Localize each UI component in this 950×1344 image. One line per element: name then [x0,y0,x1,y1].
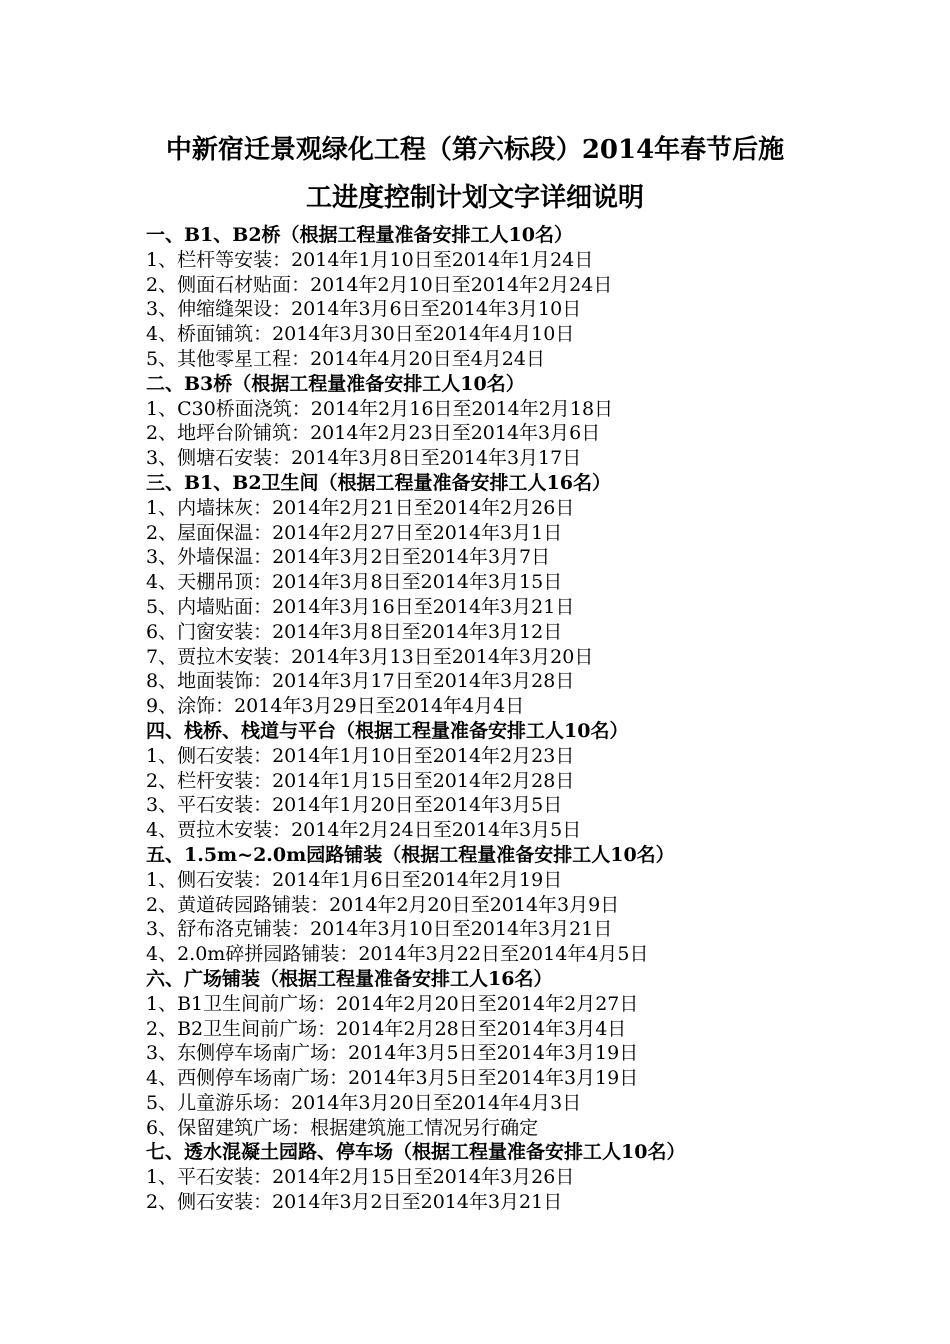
schedule-item: 3、平石安装：2014年1月20日至2014年3月5日 [146,794,563,817]
schedule-item: 9、涂饰：2014年3月29日至2014年4月4日 [146,695,525,718]
schedule-item: 1、B1卫生间前广场：2014年2月20日至2014年2月27日 [146,992,639,1015]
schedule-item: 1、侧石安装：2014年1月6日至2014年2月19日 [146,868,563,891]
document-title-line-1: 中新宿迁景观绿化工程（第六标段）2014年春节后施 [165,135,785,165]
schedule-item: 5、其他零星工程：2014年4月20日至4月24日 [146,347,545,370]
schedule-item: 1、内墙抹灰：2014年2月21日至2014年2月26日 [146,496,575,519]
document-title-line-2: 工进度控制计划文字详细说明 [305,183,644,213]
section-heading: 五、1.5m~2.0m园路铺装（根据工程量准备安排工人10名） [146,843,675,866]
schedule-item: 7、贾拉木安装：2014年3月13日至2014年3月20日 [146,645,594,668]
section-heading: 一、B1、B2桥（根据工程量准备安排工人10名） [146,224,574,246]
schedule-item: 2、侧石安装：2014年3月2日至2014年3月21日 [146,1191,563,1214]
schedule-item: 1、平石安装：2014年2月15日至2014年3月26日 [146,1166,575,1189]
schedule-item: 2、侧面石材贴面：2014年2月10日至2014年2月24日 [146,273,613,296]
schedule-item: 4、西侧停车场南广场：2014年3月5日至2014年3月19日 [146,1067,639,1090]
schedule-item: 8、地面装饰：2014年3月17日至2014年3月28日 [146,670,575,693]
section-heading: 六、广场铺装（根据工程量准备安排工人16名） [146,967,553,990]
section-heading: 三、B1、B2卫生间（根据工程量准备安排工人16名） [146,471,612,494]
schedule-item: 1、栏杆等安装：2014年1月10日至2014年1月24日 [146,248,594,271]
section-heading: 四、栈桥、栈道与平台（根据工程量准备安排工人10名） [146,719,629,742]
schedule-item: 3、外墙保温：2014年3月2日至2014年3月7日 [146,546,551,569]
schedule-item: 1、C30桥面浇筑：2014年2月16日至2014年2月18日 [146,397,614,420]
schedule-item: 6、门窗安装：2014年3月8日至2014年3月12日 [146,620,563,643]
schedule-item: 6、保留建筑广场：根据建筑施工情况另行确定 [146,1116,539,1139]
schedule-item: 4、天棚吊顶：2014年3月8日至2014年3月15日 [146,571,563,594]
schedule-item: 4、桥面铺筑：2014年3月30日至2014年4月10日 [146,323,575,346]
schedule-item: 3、侧塘石安装：2014年3月8日至2014年3月17日 [146,447,582,470]
schedule-item: 3、舒布洛克铺装：2014年3月10日至2014年3月21日 [146,918,613,941]
schedule-item: 1、侧石安装：2014年1月10日至2014年2月23日 [146,744,575,767]
schedule-item: 4、2.0m碎拼园路铺装：2014年3月22日至2014年4月5日 [146,943,649,966]
schedule-item: 5、内墙贴面：2014年3月16日至2014年3月21日 [146,595,575,618]
schedule-item: 2、栏杆安装：2014年1月15日至2014年2月28日 [146,769,575,792]
schedule-item: 3、伸缩缝架设：2014年3月6日至2014年3月10日 [146,298,582,321]
schedule-item: 2、B2卫生间前广场：2014年2月28日至2014年3月4日 [146,1017,627,1040]
document-body [146,223,926,1215]
schedule-item: 5、儿童游乐场：2014年3月20日至2014年4月3日 [146,1091,582,1114]
schedule-item: 2、黄道砖园路铺装：2014年2月20日至2014年3月9日 [146,893,620,916]
schedule-item: 2、地坪台阶铺筑：2014年2月23日至2014年3月6日 [146,422,601,445]
schedule-item: 2、屋面保温：2014年2月27日至2014年3月1日 [146,521,563,544]
schedule-item: 3、东侧停车场南广场：2014年3月5日至2014年3月19日 [146,1042,639,1065]
schedule-item: 4、贾拉木安装：2014年2月24日至2014年3月5日 [146,819,582,842]
section-heading: 二、B3桥（根据工程量准备安排工人10名） [146,372,525,395]
section-heading: 七、透水混凝土园路、停车场（根据工程量准备安排工人10名） [146,1141,686,1164]
